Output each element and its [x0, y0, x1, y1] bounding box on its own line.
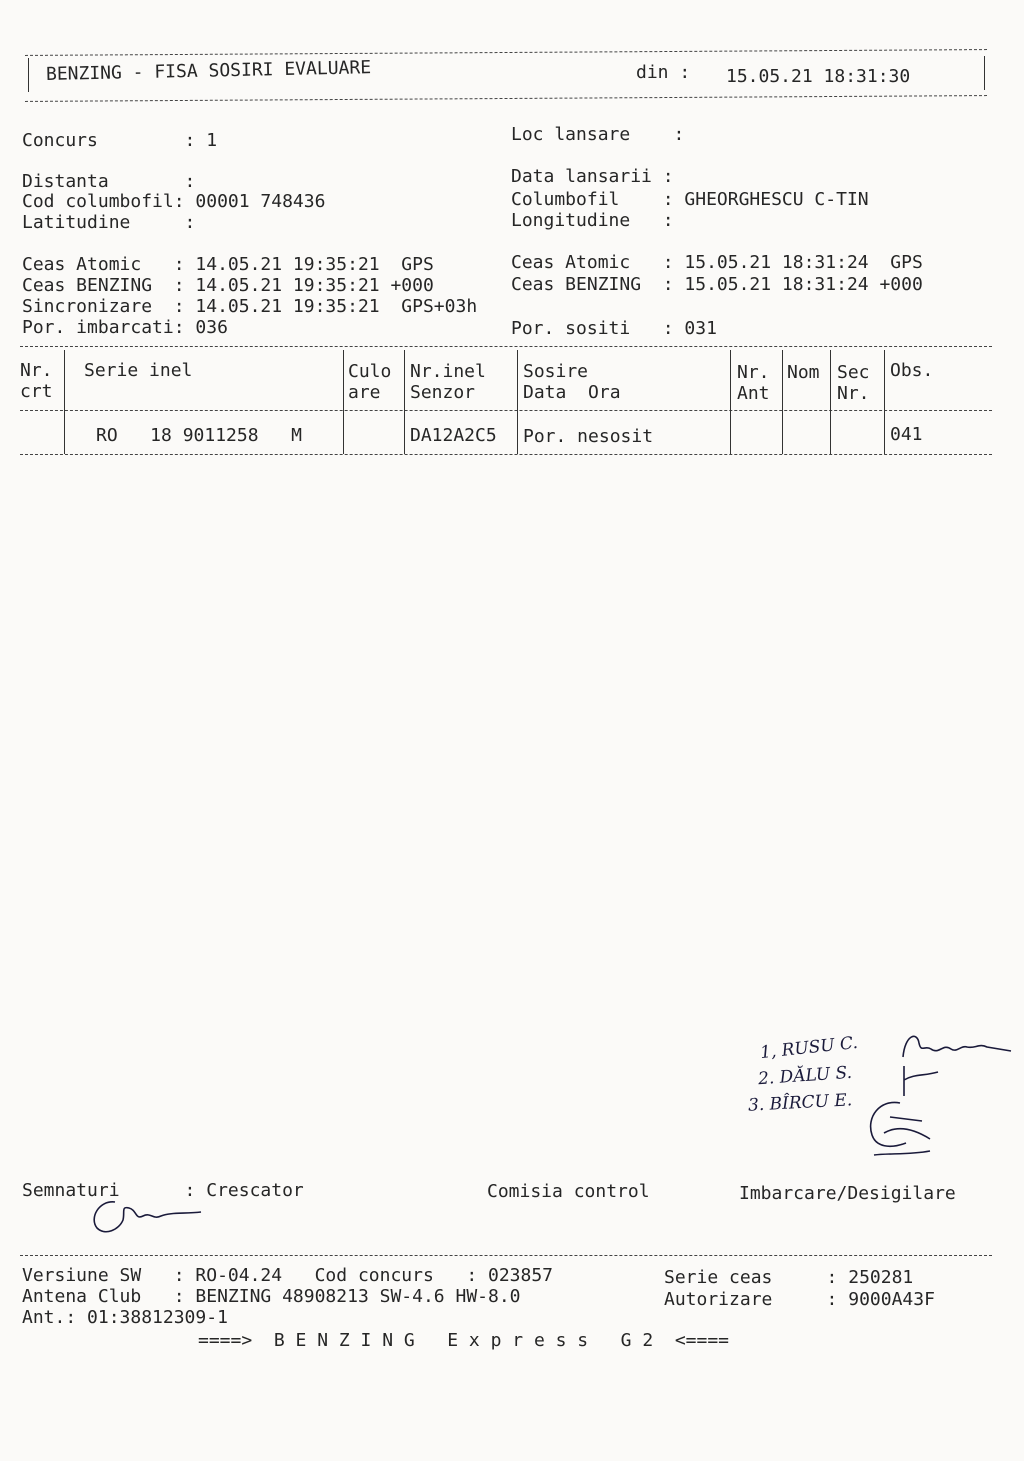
- header-senzor: Senzor: [410, 382, 476, 403]
- header-nr: Nr.: [20, 360, 53, 381]
- col-divider: [884, 350, 885, 454]
- col-divider: [64, 350, 65, 454]
- porumbei-sositi: Por. sositi : 031: [511, 318, 717, 339]
- header-crt: crt: [20, 381, 53, 402]
- table-bottom-border: [20, 454, 992, 455]
- col-divider: [730, 350, 731, 454]
- table-top-border: [20, 346, 992, 347]
- porumbei-imbarcati: Por. imbarcati: 036: [22, 317, 228, 338]
- imbarcare-desigilare: Imbarcare/Desigilare: [739, 1183, 956, 1204]
- field-concurs: Concurs : 1: [22, 130, 218, 151]
- header-are: are: [348, 382, 381, 403]
- footer-antena-club: Antena Club : BENZING 48908213 SW-4.6 HW-8.0: [22, 1286, 521, 1307]
- comisia-control: Comisia control: [487, 1181, 650, 1202]
- col-divider: [782, 350, 783, 454]
- footer-serie-ceas: Serie ceas : 250281: [664, 1267, 914, 1288]
- clock-benzing-right: Ceas BENZING : 15.05.21 18:31:24 +000: [511, 274, 923, 295]
- clock-atomic-left: Ceas Atomic : 14.05.21 19:35:21 GPS: [22, 254, 434, 275]
- footer-versiune-sw: Versiune SW : RO-04.24 Cod concurs : 023857: [22, 1265, 554, 1286]
- table-header-border: [20, 410, 992, 411]
- header-data-ora: Data Ora: [523, 382, 621, 403]
- header-sec-nr: Nr.: [837, 383, 870, 404]
- handwritten-name-1: 1, RUSU C.: [759, 1032, 859, 1064]
- header-top-border: [25, 49, 987, 56]
- header-nom: Nom: [787, 362, 820, 383]
- din-label: din :: [636, 62, 691, 83]
- header-left-border: [28, 58, 29, 92]
- header-culo: Culo: [348, 361, 392, 382]
- header-serie-inel: Serie inel: [84, 360, 193, 381]
- field-distanta: Distanta :: [22, 171, 196, 192]
- footer-divider: [20, 1255, 992, 1256]
- signature-crescator-icon: [85, 1190, 215, 1240]
- row-serie-inel: RO 18 9011258 M: [96, 425, 302, 446]
- row-senzor: DA12A2C5: [410, 425, 497, 446]
- field-columbofil: Columbofil : GHEORGHESCU C-TIN: [511, 189, 869, 210]
- row-sosire: Por. nesosit: [523, 426, 654, 447]
- document-title: BENZING - FISA SOSIRI EVALUARE: [45, 57, 372, 85]
- footer-ant: Ant.: 01:38812309-1: [22, 1307, 228, 1328]
- signatures-label: Semnaturi : Crescator: [22, 1180, 304, 1201]
- header-obs: Obs.: [890, 360, 934, 381]
- field-data-lansarii: Data lansarii :: [511, 166, 674, 187]
- handwritten-name-2: 2. DĂLU S.: [757, 1062, 853, 1090]
- clock-atomic-right: Ceas Atomic : 15.05.21 18:31:24 GPS: [511, 252, 923, 273]
- field-loc-lansare: Loc lansare :: [511, 124, 685, 145]
- row-obs: 041: [890, 424, 923, 445]
- footer-banner: ====> B E N Z I N G E x p r e s s G 2 <====: [198, 1330, 730, 1351]
- footer-autorizare: Autorizare : 9000A43F: [664, 1289, 935, 1310]
- col-divider: [517, 350, 518, 454]
- col-divider: [404, 350, 405, 454]
- col-divider: [830, 350, 831, 454]
- field-cod-columbofil: Cod columbofil: 00001 748436: [22, 191, 326, 212]
- header-bottom-border: [25, 95, 987, 102]
- header-ant: Ant: [737, 383, 770, 404]
- field-longitudine: Longitudine :: [511, 210, 674, 231]
- header-right-border: [984, 56, 985, 90]
- header-nr-ant: Nr.: [737, 362, 770, 383]
- header-sosire: Sosire: [523, 361, 589, 382]
- header-nr-inel: Nr.inel: [410, 361, 486, 382]
- clock-sync: Sincronizare : 14.05.21 19:35:21 GPS+03h: [22, 296, 478, 317]
- header-sec: Sec: [837, 362, 870, 383]
- field-latitudine: Latitudine :: [22, 212, 196, 233]
- handwritten-name-3: 3. BÎRCU E.: [747, 1090, 853, 1116]
- clock-benzing-left: Ceas BENZING : 14.05.21 19:35:21 +000: [22, 275, 434, 296]
- col-divider: [343, 350, 344, 454]
- signature-bircu-icon: [860, 1095, 940, 1165]
- din-value: 15.05.21 18:31:30: [726, 66, 911, 87]
